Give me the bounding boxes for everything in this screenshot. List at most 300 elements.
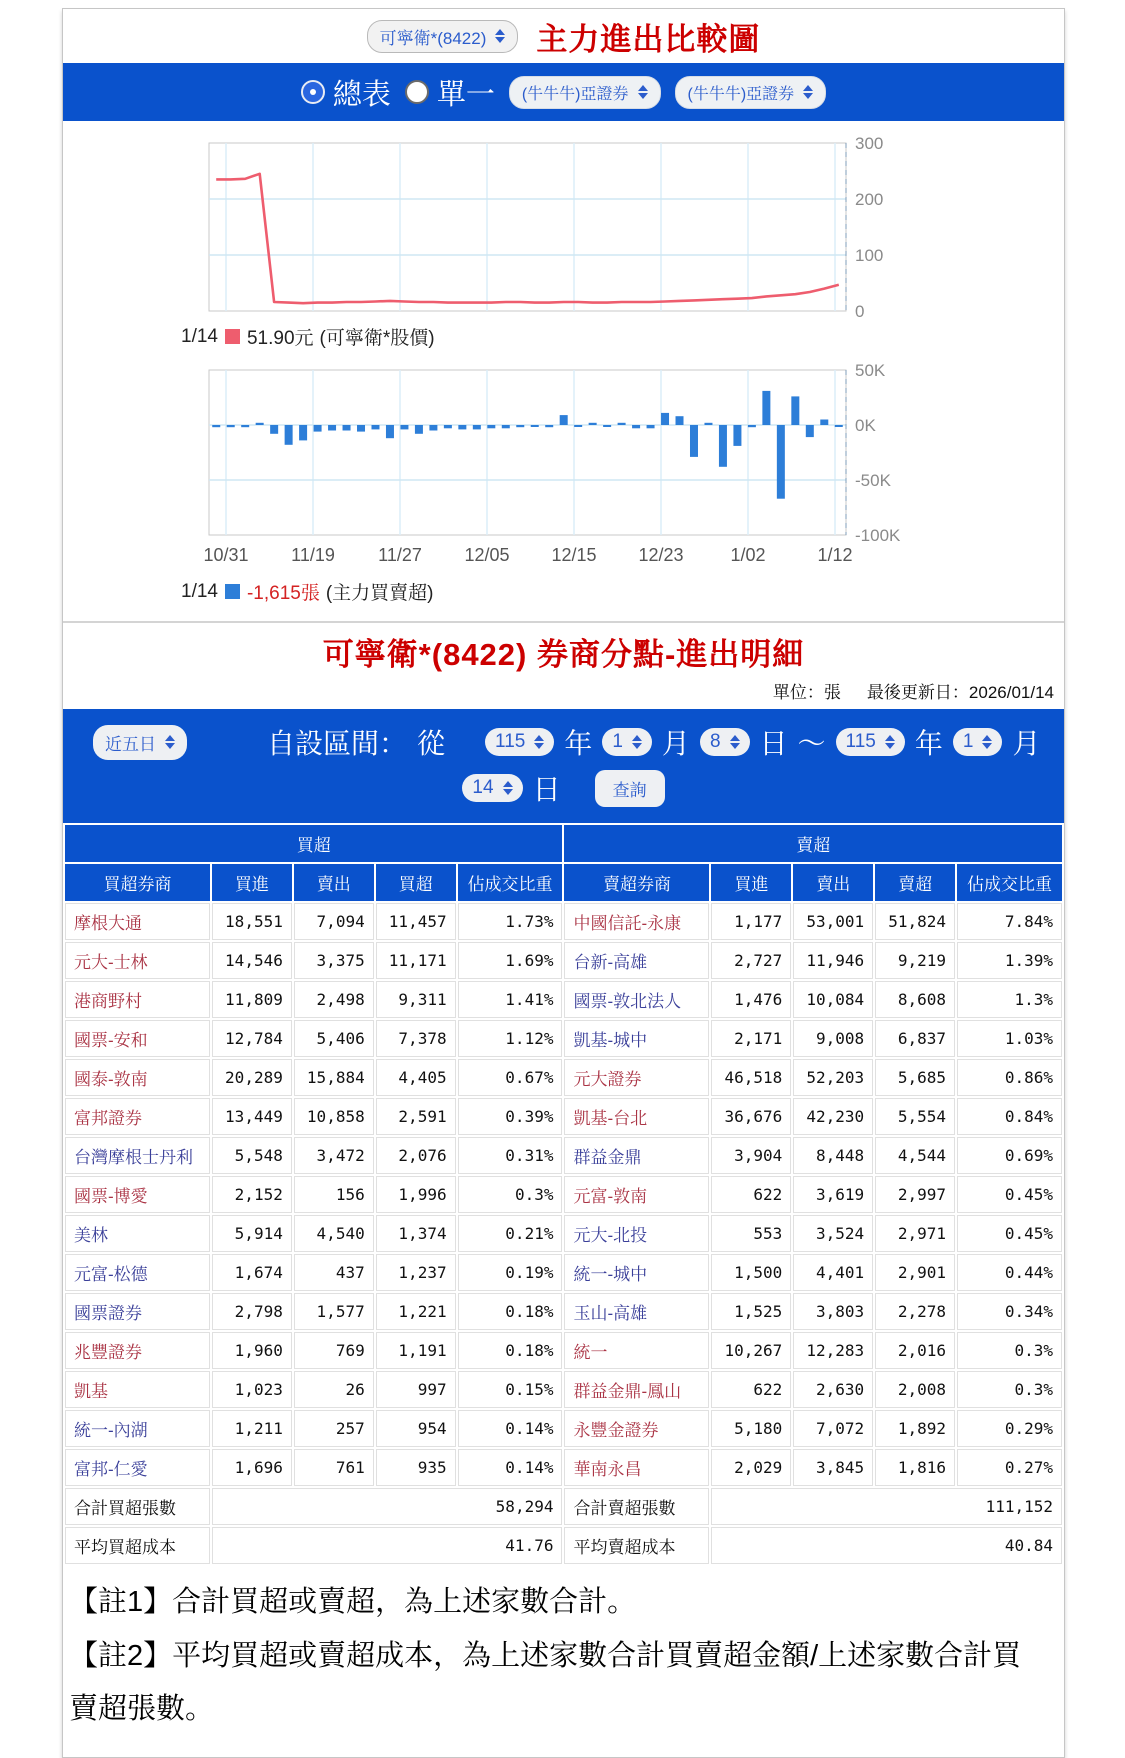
- buy-sell-out: 15,884: [294, 1059, 374, 1096]
- sell-broker-name: 元富-敦南: [564, 1176, 709, 1213]
- range-select[interactable]: [93, 725, 187, 760]
- sell-group-header: 賣超: [564, 825, 1062, 862]
- price-chart-legend: [181, 323, 1064, 350]
- buy-broker-name: 凱基: [65, 1371, 210, 1408]
- buy-net: 935: [376, 1449, 456, 1486]
- buy-net: 11,457: [376, 903, 456, 940]
- net-buy-bar: [531, 425, 539, 427]
- sell-net: 6,837: [875, 1020, 955, 1057]
- buy-sell-out: 769: [294, 1332, 374, 1369]
- sell-sell-out: 53,001: [793, 903, 873, 940]
- x-axis-label: 12/23: [638, 545, 684, 565]
- sell-pct: 1.3%: [957, 981, 1062, 1018]
- unit-label: 單位：張: [772, 683, 841, 702]
- to-year-select[interactable]: [836, 728, 905, 756]
- table-row: [65, 981, 1062, 1018]
- buy-sell-out: 257: [294, 1410, 374, 1447]
- stock-select[interactable]: [367, 20, 519, 53]
- sell-net: 2,971: [875, 1215, 955, 1252]
- net-buy-bar: [458, 425, 466, 429]
- buy-avg-label: 平均買超成本: [65, 1527, 210, 1564]
- month-label: 月: [1012, 728, 1041, 759]
- col-buy-out: 賣出: [294, 864, 374, 901]
- x-axis-label: 11/19: [291, 545, 335, 565]
- detail-title: 可寧衛*(8422) 券商分點-進出明細: [322, 637, 805, 672]
- table-row: [65, 903, 1062, 940]
- buy-net: 1,191: [376, 1332, 456, 1369]
- select-arrows-icon: [503, 781, 513, 795]
- table-row: [65, 1020, 1062, 1057]
- select-arrows-icon: [534, 735, 544, 749]
- sell-buy-in: 5,180: [711, 1410, 791, 1447]
- buy-broker-name: 國票-博愛: [65, 1176, 210, 1213]
- buy-buy-in: 2,152: [212, 1176, 292, 1213]
- sell-buy-in: 622: [711, 1176, 791, 1213]
- sell-pct: 0.3%: [957, 1332, 1062, 1369]
- sell-broker-name: 統一-城中: [564, 1254, 709, 1291]
- table-row: [65, 1410, 1062, 1447]
- buy-net: 2,076: [376, 1137, 456, 1174]
- top-bar: [63, 9, 1064, 63]
- sell-buy-in: 622: [711, 1371, 791, 1408]
- net-buy-bar: [820, 420, 828, 426]
- buy-broker-name: 台灣摩根士丹利: [65, 1137, 210, 1174]
- net-buy-bar: [560, 415, 568, 425]
- last-updated: 最後更新日：2026/01/14: [866, 683, 1054, 702]
- sell-buy-in: 553: [711, 1215, 791, 1252]
- radio-total[interactable]: [301, 72, 391, 113]
- view-mode-bar: [63, 63, 1064, 121]
- net-buy-bar: [632, 425, 640, 428]
- buy-sell-out: 4,540: [294, 1215, 374, 1252]
- tilde-label: ～: [797, 728, 826, 759]
- y-axis-label: 300: [855, 134, 884, 153]
- sell-total-label: 合計賣超張數: [564, 1488, 709, 1525]
- sell-net: 5,554: [875, 1098, 955, 1135]
- to-month-value: 1: [962, 731, 974, 752]
- sell-broker-name: 元大證券: [564, 1059, 709, 1096]
- from-label: 從: [417, 728, 446, 759]
- sell-buy-in: 1,476: [711, 981, 791, 1018]
- sell-buy-in: 46,518: [711, 1059, 791, 1096]
- sell-pct: 1.39%: [957, 942, 1062, 979]
- sell-pct: 0.84%: [957, 1098, 1062, 1135]
- buy-sell-out: 2,498: [294, 981, 374, 1018]
- buy-pct: 0.18%: [458, 1293, 563, 1330]
- detail-section-head: [63, 621, 1064, 709]
- buy-buy-in: 12,784: [212, 1020, 292, 1057]
- sell-broker-name: 台新-高雄: [564, 942, 709, 979]
- to-year-value: 115: [845, 731, 876, 752]
- table-row: [65, 942, 1062, 979]
- y-axis-label: 50K: [855, 361, 886, 380]
- buy-net: 2,591: [376, 1098, 456, 1135]
- sell-sell-out: 7,072: [793, 1410, 873, 1447]
- sell-sell-out: 3,619: [793, 1176, 873, 1213]
- buy-net: 954: [376, 1410, 456, 1447]
- from-day-value: 8: [709, 731, 721, 752]
- net-buy-bar: [618, 423, 626, 425]
- buy-sell-out: 7,094: [294, 903, 374, 940]
- net-buy-bar: [386, 425, 394, 438]
- buy-broker-name: 兆豐證券: [65, 1332, 210, 1369]
- sell-sell-out: 3,803: [793, 1293, 873, 1330]
- net-buy-bar: [733, 425, 741, 446]
- sell-broker-name: 統一: [564, 1332, 709, 1369]
- sell-net: 2,901: [875, 1254, 955, 1291]
- legend-value: -1,615張: [246, 583, 320, 604]
- table-row: [65, 1215, 1062, 1252]
- buy-buy-in: 1,674: [212, 1254, 292, 1291]
- sell-broker-name: 國票-敦北法人: [564, 981, 709, 1018]
- sell-net: 51,824: [875, 903, 955, 940]
- net-buy-bar: [299, 425, 307, 440]
- sell-broker-name: 凱基-台北: [564, 1098, 709, 1135]
- table-row: [65, 1332, 1062, 1369]
- buy-total-value: 58,294: [212, 1488, 563, 1525]
- buy-buy-in: 1,023: [212, 1371, 292, 1408]
- buy-net: 4,405: [376, 1059, 456, 1096]
- net-buy-bar: [502, 425, 510, 428]
- sell-net: 5,685: [875, 1059, 955, 1096]
- sell-buy-in: 10,267: [711, 1332, 791, 1369]
- buy-buy-in: 1,696: [212, 1449, 292, 1486]
- main-panel: [62, 8, 1065, 1758]
- select-arrows-icon: [982, 735, 992, 749]
- net-buy-bar: [719, 425, 727, 467]
- buy-broker-name: 國泰-敦南: [65, 1059, 210, 1096]
- net-buy-bar: [357, 425, 365, 432]
- buy-broker-name: 港商野村: [65, 981, 210, 1018]
- buy-sell-out: 3,472: [294, 1137, 374, 1174]
- buy-pct: 1.69%: [458, 942, 563, 979]
- from-month-select[interactable]: [602, 728, 652, 756]
- legend-date: 1/14: [181, 580, 218, 602]
- sell-net: 2,016: [875, 1332, 955, 1369]
- buy-buy-in: 5,914: [212, 1215, 292, 1252]
- broker-select-1-value: (牛牛牛)亞證券: [521, 85, 629, 103]
- buy-broker-name: 富邦-仁愛: [65, 1449, 210, 1486]
- sell-net: 9,219: [875, 942, 955, 979]
- buy-pct: 0.67%: [458, 1059, 563, 1096]
- broker-select-2-value: (牛牛牛)亞證券: [687, 85, 795, 103]
- net-buy-bar: [444, 425, 452, 428]
- net-buy-bar: [256, 423, 264, 425]
- net-buy-bar: [328, 425, 336, 431]
- sell-sell-out: 3,524: [793, 1215, 873, 1252]
- price-line-chart: [63, 133, 1064, 323]
- buy-buy-in: 1,211: [212, 1410, 292, 1447]
- table-row: [65, 1137, 1062, 1174]
- buy-buy-in: 5,548: [212, 1137, 292, 1174]
- sell-buy-in: 1,500: [711, 1254, 791, 1291]
- range-select-value: 近五日: [105, 734, 156, 754]
- select-arrows-icon: [730, 735, 740, 749]
- sell-avg-value: 40.84: [711, 1527, 1062, 1564]
- col-sell-broker: 賣超券商: [564, 864, 709, 901]
- buy-group-header: 買超: [65, 825, 562, 862]
- broker-detail-table: [63, 823, 1064, 1566]
- sell-total-value: 111,152: [711, 1488, 1062, 1525]
- buy-pct: 0.18%: [458, 1332, 563, 1369]
- to-day-select[interactable]: [462, 774, 522, 802]
- day-label: 日: [759, 728, 788, 759]
- buy-net: 9,311: [376, 981, 456, 1018]
- col-sell-in: 買進: [711, 864, 791, 901]
- unit-line: [63, 674, 1064, 709]
- sell-buy-in: 1,177: [711, 903, 791, 940]
- sell-net: 4,544: [875, 1137, 955, 1174]
- sell-broker-name: 永豐金證券: [564, 1410, 709, 1447]
- sell-buy-in: 36,676: [711, 1098, 791, 1135]
- select-arrows-icon: [632, 735, 642, 749]
- x-axis-label: 11/27: [378, 545, 422, 565]
- sell-pct: 0.27%: [957, 1449, 1062, 1486]
- net-buy-bar: [574, 425, 582, 427]
- net-buy-bar: [676, 416, 684, 425]
- sell-sell-out: 2,630: [793, 1371, 873, 1408]
- select-arrows-icon: [803, 85, 813, 99]
- buy-pct: 0.15%: [458, 1371, 563, 1408]
- buy-total-label: 合計買超張數: [65, 1488, 210, 1525]
- radio-single[interactable]: [405, 72, 495, 113]
- buy-buy-in: 13,449: [212, 1098, 292, 1135]
- x-axis-label: 10/31: [203, 545, 249, 565]
- sell-pct: 0.44%: [957, 1254, 1062, 1291]
- select-arrows-icon: [638, 85, 648, 99]
- sell-broker-name: 元大-北投: [564, 1215, 709, 1252]
- net-buy-bar: [704, 423, 712, 425]
- legend-series: (主力買賣超): [325, 583, 434, 604]
- from-year-select[interactable]: [485, 728, 554, 756]
- sell-pct: 0.3%: [957, 1371, 1062, 1408]
- buy-broker-name: 元大-士林: [65, 942, 210, 979]
- net-buy-bar: [371, 425, 379, 429]
- sell-broker-name: 華南永昌: [564, 1449, 709, 1486]
- sell-pct: 0.69%: [957, 1137, 1062, 1174]
- y-axis-label: 0K: [855, 416, 876, 435]
- legend-series: (可寧衛*股價): [319, 328, 435, 349]
- net-buy-bar: [270, 425, 278, 434]
- sell-pct: 0.29%: [957, 1410, 1062, 1447]
- net-buy-bar: [647, 425, 655, 428]
- radio-single-label: 單一: [436, 78, 495, 111]
- sell-sell-out: 8,448: [793, 1137, 873, 1174]
- buy-broker-name: 國票-安和: [65, 1020, 210, 1057]
- sell-pct: 1.03%: [957, 1020, 1062, 1057]
- column-header-row: [65, 864, 1062, 901]
- group-header-row: [65, 825, 1062, 862]
- stock-select-value: 可寧衛*(8422): [379, 28, 487, 48]
- footnote-1: 【註1】合計買超或賣超，為上述家數合計。: [69, 1586, 637, 1618]
- col-buy-in: 買進: [212, 864, 292, 901]
- buy-sell-out: 10,858: [294, 1098, 374, 1135]
- sell-sell-out: 42,230: [793, 1098, 873, 1135]
- y-axis-label: 200: [855, 190, 884, 209]
- col-buy-pct: 佔成交比重: [458, 864, 563, 901]
- totals-row: [65, 1488, 1062, 1525]
- sell-pct: 0.45%: [957, 1215, 1062, 1252]
- buy-sell-out: 5,406: [294, 1020, 374, 1057]
- net-buy-bar: [343, 425, 351, 431]
- from-month-value: 1: [612, 731, 623, 752]
- select-arrows-icon: [495, 29, 505, 43]
- buy-buy-in: 14,546: [212, 942, 292, 979]
- from-year-value: 115: [495, 731, 526, 752]
- sell-buy-in: 2,029: [711, 1449, 791, 1486]
- sell-buy-in: 3,904: [711, 1137, 791, 1174]
- net-buy-bar: [791, 396, 799, 425]
- sell-net: 2,997: [875, 1176, 955, 1213]
- net-buy-bar: [429, 425, 437, 431]
- net-buy-bar: [473, 425, 481, 429]
- net-buy-bar: [314, 425, 322, 432]
- legend-date: 1/14: [181, 325, 218, 347]
- from-day-select[interactable]: [700, 728, 750, 756]
- broker-select-1[interactable]: [509, 76, 661, 109]
- buy-buy-in: 20,289: [212, 1059, 292, 1096]
- buy-sell-out: 3,375: [294, 942, 374, 979]
- legend-swatch-icon: [225, 584, 240, 599]
- radio-total-label: 總表: [332, 78, 391, 111]
- table-row: [65, 1371, 1062, 1408]
- table-row: [65, 1059, 1062, 1096]
- net-buy-bar: [400, 425, 408, 429]
- x-axis-label: 12/05: [464, 545, 510, 565]
- sell-avg-label: 平均賣超成本: [564, 1527, 709, 1564]
- sell-broker-name: 凱基-城中: [564, 1020, 709, 1057]
- buy-pct: 0.3%: [458, 1176, 563, 1213]
- buy-net: 7,378: [376, 1020, 456, 1057]
- net-buy-bar: [212, 425, 220, 427]
- plot-border: [209, 143, 846, 311]
- buy-pct: 1.41%: [458, 981, 563, 1018]
- sell-broker-name: 群益金鼎-鳳山: [564, 1371, 709, 1408]
- query-row-1: [63, 719, 1064, 765]
- search-button[interactable]: 查詢: [595, 770, 665, 807]
- y-axis-label: 100: [855, 246, 884, 265]
- sell-buy-in: 2,727: [711, 942, 791, 979]
- net-buy-bar: [285, 425, 293, 445]
- buy-net: 1,996: [376, 1176, 456, 1213]
- sell-broker-name: 中國信託-永康: [564, 903, 709, 940]
- buy-net: 1,374: [376, 1215, 456, 1252]
- sell-sell-out: 9,008: [793, 1020, 873, 1057]
- sell-sell-out: 4,401: [793, 1254, 873, 1291]
- buy-net: 997: [376, 1371, 456, 1408]
- table-row: [65, 1098, 1062, 1135]
- buy-broker-name: 摩根大通: [65, 903, 210, 940]
- net-buy-bar: [806, 425, 814, 437]
- radio-selected-icon[interactable]: [301, 80, 325, 104]
- sell-sell-out: 11,946: [793, 942, 873, 979]
- sell-pct: 7.84%: [957, 903, 1062, 940]
- buy-buy-in: 1,960: [212, 1332, 292, 1369]
- net-buy-bar: [487, 425, 495, 428]
- sell-sell-out: 52,203: [793, 1059, 873, 1096]
- buy-buy-in: 11,809: [212, 981, 292, 1018]
- y-axis-label: -100K: [855, 526, 901, 545]
- col-sell-out: 賣出: [793, 864, 873, 901]
- select-arrows-icon: [885, 735, 895, 749]
- net-buy-bar: [603, 425, 611, 427]
- net-buy-bar: [748, 425, 756, 427]
- sell-broker-name: 玉山-高雄: [564, 1293, 709, 1330]
- average-row: [65, 1527, 1062, 1564]
- table-row: [65, 1449, 1062, 1486]
- buy-net: 1,237: [376, 1254, 456, 1291]
- sell-net: 2,008: [875, 1371, 955, 1408]
- buy-broker-name: 元富-松德: [65, 1254, 210, 1291]
- sell-net: 1,816: [875, 1449, 955, 1486]
- col-buy-broker: 買超券商: [65, 864, 210, 901]
- radio-unselected-icon[interactable]: [405, 80, 429, 104]
- legend-value: 51.90元: [246, 328, 314, 349]
- table-row: [65, 1293, 1062, 1330]
- buy-pct: 0.19%: [458, 1254, 563, 1291]
- buy-pct: 0.31%: [458, 1137, 563, 1174]
- col-sell-pct: 佔成交比重: [957, 864, 1062, 901]
- year-label: 年: [564, 728, 593, 759]
- sell-sell-out: 3,845: [793, 1449, 873, 1486]
- buy-pct: 0.14%: [458, 1449, 563, 1486]
- sell-net: 1,892: [875, 1410, 955, 1447]
- query-bar: [63, 709, 1064, 823]
- sell-buy-in: 1,525: [711, 1293, 791, 1330]
- buy-pct: 0.14%: [458, 1410, 563, 1447]
- buy-sell-out: 761: [294, 1449, 374, 1486]
- charts-section: [63, 121, 1064, 621]
- select-arrows-icon: [165, 735, 175, 749]
- custom-range-label: 自設區間：: [267, 728, 408, 759]
- net-buy-bar: [415, 425, 423, 434]
- broker-select-2[interactable]: [675, 76, 827, 109]
- day-label: 日: [532, 774, 561, 805]
- sell-net: 8,608: [875, 981, 955, 1018]
- buy-sell-out: 437: [294, 1254, 374, 1291]
- legend-swatch-icon: [225, 329, 240, 344]
- buy-buy-in: 2,798: [212, 1293, 292, 1330]
- net-buy-bar: [516, 425, 524, 427]
- plot-border: [209, 370, 846, 535]
- buy-broker-name: 統一-內湖: [65, 1410, 210, 1447]
- sell-pct: 0.34%: [957, 1293, 1062, 1330]
- netbuy-chart-legend: [181, 578, 1064, 605]
- col-sell-net: 賣超: [875, 864, 955, 901]
- net-buy-bar: [762, 391, 770, 425]
- buy-broker-name: 富邦證券: [65, 1098, 210, 1135]
- net-buy-bar: [589, 423, 597, 425]
- buy-pct: 0.39%: [458, 1098, 563, 1135]
- y-axis-label: -50K: [855, 471, 891, 490]
- month-label: 月: [661, 728, 690, 759]
- buy-broker-name: 美林: [65, 1215, 210, 1252]
- sell-sell-out: 12,283: [793, 1332, 873, 1369]
- page-title: 主力進出比較圖: [536, 21, 761, 57]
- buy-buy-in: 18,551: [212, 903, 292, 940]
- buy-pct: 1.73%: [458, 903, 563, 940]
- table-row: [65, 1176, 1062, 1213]
- x-axis-label: 1/02: [730, 545, 766, 565]
- year-label: 年: [914, 728, 943, 759]
- footnotes: [63, 1566, 1064, 1757]
- col-buy-net: 買超: [376, 864, 456, 901]
- to-day-value: 14: [472, 777, 494, 798]
- to-month-select[interactable]: [953, 728, 1003, 756]
- sell-sell-out: 10,084: [793, 981, 873, 1018]
- net-buy-bar: [777, 425, 785, 499]
- net-buy-bar: [690, 425, 698, 457]
